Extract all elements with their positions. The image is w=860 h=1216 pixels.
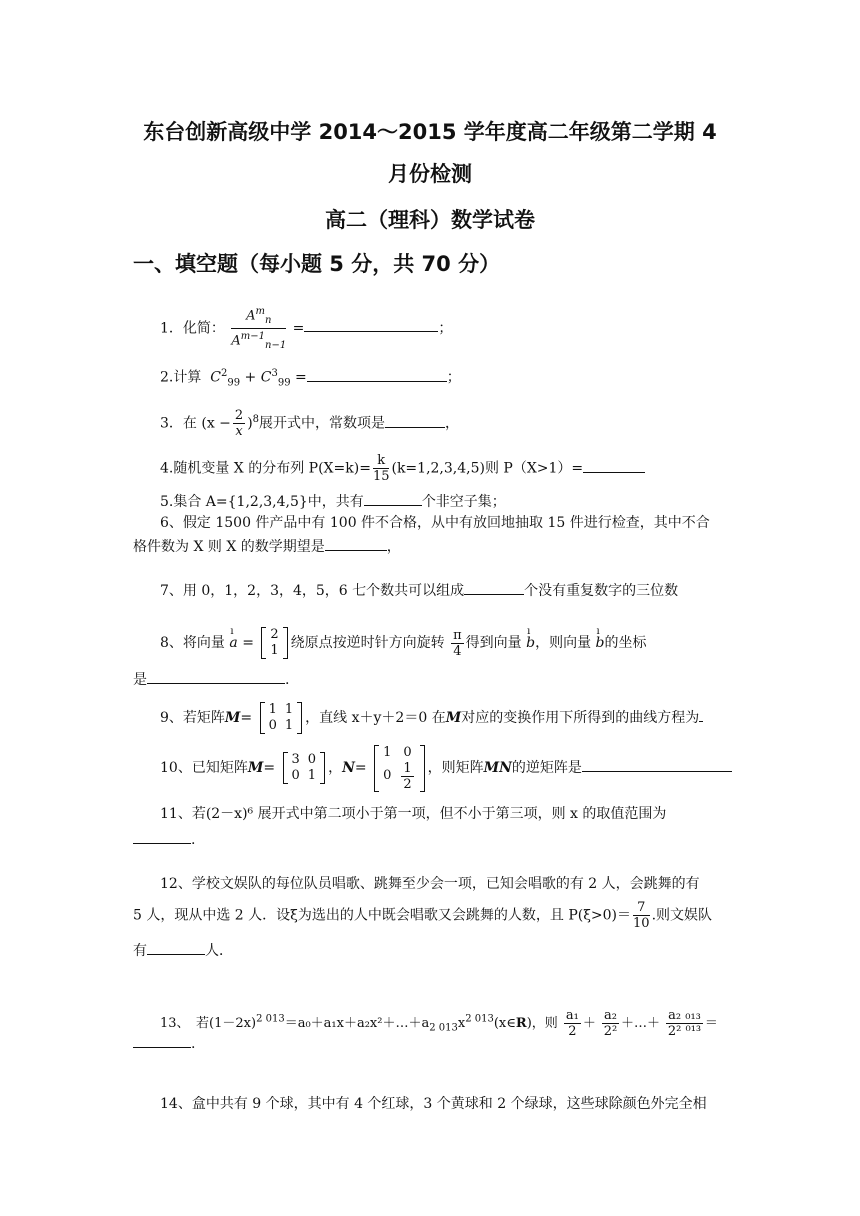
matrix-n-q10: 1 0 0 $\frac{1}{2}$ <box>374 745 425 792</box>
question-5: 5.集合 A={1,2,3,4,5}中，共有 个非空子集； <box>160 491 506 512</box>
question-3: 3．在 (x − $\frac{2}{x}$ )$^8$展开式中，常数项是 ， <box>160 408 460 439</box>
question-6-line1: 6、假定 1500 件产品中有 100 件不合格，从中有放回地抽取 15 件进行检查，其中不合 <box>160 515 710 531</box>
answer-blank-3[interactable] <box>385 413 445 428</box>
question-12-line3: 有 人． <box>133 940 233 961</box>
question-12-line2: 5 人，现从中选 2 人．设ξ为选出的人中既会唱歌又会跳舞的人数，且 P(ξ>0)＝ $\frac{7}{10}$ .则文娱队 <box>133 900 713 931</box>
permutation-fraction: $\frac{A^m_n}{A^{m-1}_{n-1}}$ <box>231 306 287 351</box>
question-2: 2.计算 $C^2_{99} + C^3_{99}$ = ； <box>160 368 461 389</box>
answer-blank-2[interactable] <box>307 367 447 382</box>
question-9: 9、若矩阵M= 1 1 0 1 ，直线 x＋y＋2＝0 在M对应的变换作用下所得到的曲线方程为 <box>160 698 703 738</box>
answer-blank-9[interactable] <box>699 707 703 722</box>
vector-a-matrix: 2 1 <box>261 627 287 659</box>
question-4: 4.随机变量 X 的分布列 P(X=k)= $\frac{k}{15}$ (k=1,2,3,4,5)则 P（X>1）= <box>160 453 645 484</box>
answer-blank-13[interactable] <box>133 1033 191 1048</box>
question-14-line1: 14、盒中共有 9 个球，其中有 4 个红球，3 个黄球和 2 个绿球，这些球除颜色外完全相 <box>160 1096 707 1112</box>
matrix-m-q10: 3 0 0 1 <box>283 752 326 784</box>
answer-blank-12[interactable] <box>147 940 205 955</box>
matrix-m-q9: 1 1 0 1 <box>260 702 303 734</box>
question-1: 1．化简： $\frac{A^m_n}{A^{m-1}_{n-1}}$ = ； <box>160 306 453 351</box>
answer-blank-4[interactable] <box>583 458 645 473</box>
answer-blank-1[interactable] <box>304 317 438 332</box>
question-11-line1: 11、若(2－x)⁶ 展开式中第二项小于第一项，但不小于第三项，则 x 的取值范围为 <box>160 806 667 822</box>
section-heading: 一、填空题（每小题 5 分，共 70 分） <box>133 252 501 276</box>
answer-blank-6[interactable] <box>325 536 387 551</box>
answer-blank-7[interactable] <box>464 580 524 595</box>
exam-title-line1: 东台创新高级中学 2014～2015 学年度高二年级第二学期 4 <box>143 120 717 144</box>
question-10: 10、已知矩阵M= 3 0 0 1 ，N= 1 0 0 $\frac{1}{2}$ ，则矩阵MN的逆矩阵是 <box>160 742 732 794</box>
exam-subtitle: 高二（理科）数学试卷 <box>325 208 535 232</box>
answer-blank-5[interactable] <box>364 491 422 506</box>
answer-blank-10[interactable] <box>582 757 732 772</box>
question-13: 13、 若$(1-2x)^{2 013}=a_0+a_1x+a_2x^2+\dots+a_{2 013}x^{2 013}(x\in R)$，则 $\frac{\text{a₁}}{2}$ ＋ $\frac{\text{a₂}}{\text{2²}}$ ＋…＋ $\frac{\text{a₂ ₀₁₃}}{\text{2² ⁰¹³}}$ ＝ <box>160 1008 718 1039</box>
question-8: 8、将向量 ı a = 2 1 绕原点按逆时针方向旋转 $\frac{\pi}{4}$ 得到向量 ı b，则向量 ı b的坐标 <box>160 624 647 662</box>
answer-blank-8[interactable] <box>147 669 285 684</box>
answer-blank-11[interactable] <box>133 829 191 844</box>
question-6-line2: 格件数为 X 则 X 的数学期望是 ， <box>133 536 401 557</box>
question-11-line2: . <box>133 829 195 850</box>
question-8-line2: 是 . <box>133 669 289 690</box>
exam-title-line2: 月份检测 <box>388 162 472 186</box>
question-7: 7、用 0，1，2，3，4，5，6 七个数共可以组成 个没有重复数字的三位数 <box>160 580 678 601</box>
question-12-line1: 12、学校文娱队的每位队员唱歌、跳舞至少会一项，已知会唱歌的有 2 人，会跳舞的有 <box>160 876 700 892</box>
question-13-line2: . <box>133 1033 195 1054</box>
